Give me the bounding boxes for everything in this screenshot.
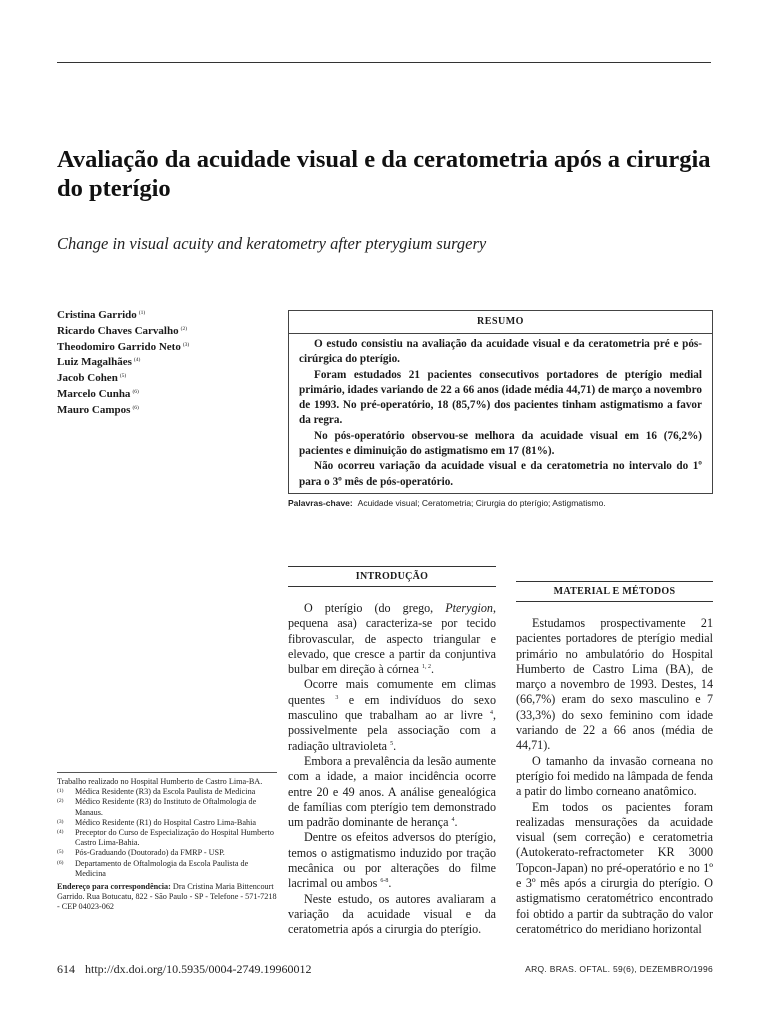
body-paragraph: O pterígio (do grego, Pterygion, pequena asa) caracteriza-se por tecido fibrovascular, de aspecto triangular e elevado, que cresce a partir da conjuntiva bulbar em direção à córnea $^{1, 2}$. <box>288 601 496 677</box>
footnote: (5) Pós-Graduando (Doutorado) da FMRP - USP. <box>57 848 225 858</box>
author: Cristina Garrido $^{(1)}$ <box>57 309 146 321</box>
article-subtitle: Change in visual acuity and keratometry after pterygium surgery <box>57 234 487 253</box>
abstract-paragraph: Foram estudados 21 pacientes consecutivos portadores de pterígio medial primário, idades variando de 22 a 66 anos (idade média 44,71) de março a novembro de 1993. No pré-operatório, 18 (85,7%) dos pacientes tinham astigmatismo a favor da regra. <box>299 368 702 427</box>
article-title: Avaliação da acuidade visual e da ceratometria após a cirurgia do pterígio <box>57 146 711 202</box>
footnote: (6) Departamento de Oftalmologia da Escola Paulista de Medicina <box>57 858 249 878</box>
abstract-paragraph: O estudo consistiu na avaliação da acuidade visual e da ceratometria pré e pós-cirúrgica do pterígio. <box>299 338 702 366</box>
keywords-text: Acuidade visual; Ceratometria; Cirurgia do pterígio; Astigmatismo. <box>357 498 606 508</box>
author: Jacob Cohen $^{(5)}$ <box>57 372 127 385</box>
abstract-heading: RESUMO <box>289 311 712 334</box>
material-column <box>516 616 713 937</box>
footnote-rule <box>57 772 277 773</box>
abstract-paragraph: No pós-operatório observou-se melhora da acuidade visual em 16 (76,2%) pacientes e diminuição do astigmatismo em 17 (81%). <box>299 429 702 458</box>
author: Marcelo Cunha $^{(6)}$ <box>57 387 139 400</box>
footnotes <box>57 777 279 913</box>
page-number: 614 <box>57 962 75 976</box>
body-paragraph: Estudamos prospectivamente 21 pacientes portadores de pterígio medial primário no ambulatório do Hospital Humberto de Castro Lima (BA), de março a novembro de 1993. Destes, 14 (66,7%) eram do sexo masculino e 7 (33,3%) do sexo feminino com idade variando de 22 a 66 anos (média de 44,71). <box>516 616 713 753</box>
body-paragraph: Dentre os efeitos adversos do pterígio, temos o astigmatismo induzido por tração mecânica ou por alterações do filme lacrimal ou ambos $^{6-8}$. <box>288 830 496 891</box>
footnote: (2) Médico Residente (R3) do Instituto de Oftalmologia de Manaus. <box>57 797 257 817</box>
footnote-work: Trabalho realizado no Hospital Humberto de Castro Lima-BA. <box>57 777 263 786</box>
author-list <box>57 307 277 418</box>
body-paragraph: Em todos os pacientes foram realizadas mensurações da acuidade visual (sem correção) e ceratometria (Autokerato-refractometer KR 3000 Topcon-Japan) no pré-operatório e no 1º e 3º mês após a cirurgia do pterígio. O astigmatismo ceratométrico encontrado foi obtido a partir da subtração do valor ceratométrico do meridiano horizontal <box>516 799 713 936</box>
body-paragraph: O tamanho da invasão corneana no pterígio foi medido na lâmpada de fenda a patir do limbo corneano anatômico. <box>516 753 713 799</box>
body-paragraph: Neste estudo, os autores avaliaram a variação da acuidade visual e da ceratometria após a cirurgia do pterígio. <box>288 891 496 937</box>
section-heading-introducao: INTRODUÇÃO <box>288 566 496 587</box>
journal-citation: ARQ. BRAS. OFTAL. 59(6), DEZEMBRO/1996 <box>525 964 713 974</box>
page-footer-left <box>57 962 311 976</box>
abstract-body <box>289 334 712 490</box>
section-heading-material: MATERIAL E MÉTODOS <box>516 581 713 602</box>
abstract-box <box>288 310 713 494</box>
introducao-column <box>288 601 496 938</box>
author: Mauro Campos $^{(6)}$ <box>57 403 139 416</box>
author: Luiz Magalhães $^{(4)}$ <box>57 356 141 369</box>
keywords-label: Palavras-chave: <box>288 498 353 508</box>
footnote: (3) Médico Residente (R1) do Hospital Castro Lima-Bahia <box>57 817 256 827</box>
author: Theodomiro Garrido Neto $^{(3)}$ <box>57 340 190 353</box>
keywords <box>288 497 718 509</box>
author: Ricardo Chaves Carvalho $^{(2)}$ <box>57 324 188 337</box>
footnote: (4) Preceptor do Curso de Especialização do Hospital Humberto Castro Lima-Bahia. <box>57 828 274 848</box>
footnote: (1) Médica Residente (R3) da Escola Paulista de Medicina <box>57 787 256 797</box>
correspondence: Endereço para correspondência: Dra Cristina Maria Bittencourt Garrido. Rua Botucatu, 822 - São Paulo - SP - Telefone - 571-7218 - CEP 04023-062 <box>57 882 277 912</box>
top-rule <box>57 62 711 63</box>
doi-link[interactable]: http://dx.doi.org/10.5935/0004-2749.19960012 <box>85 962 312 976</box>
abstract-paragraph: Não ocorreu variação da acuidade visual e da ceratometria no intervalo do 1º para o 3º mês de pós-operatório. <box>299 460 702 488</box>
body-paragraph: Ocorre mais comumente em climas quentes $^3$ e em indivíduos do sexo masculino que trabalham ao ar livre $^4$, possivelmente pela associação com a radiação ultravioleta $^5$. <box>288 677 496 753</box>
body-paragraph: Embora a prevalência da lesão aumente com a idade, a maior incidência ocorre entre 20 e 49 anos. A análise genealógica de famílias com pterígio tem demonstrado um padrão dominante de herança $^4$. <box>288 753 496 830</box>
